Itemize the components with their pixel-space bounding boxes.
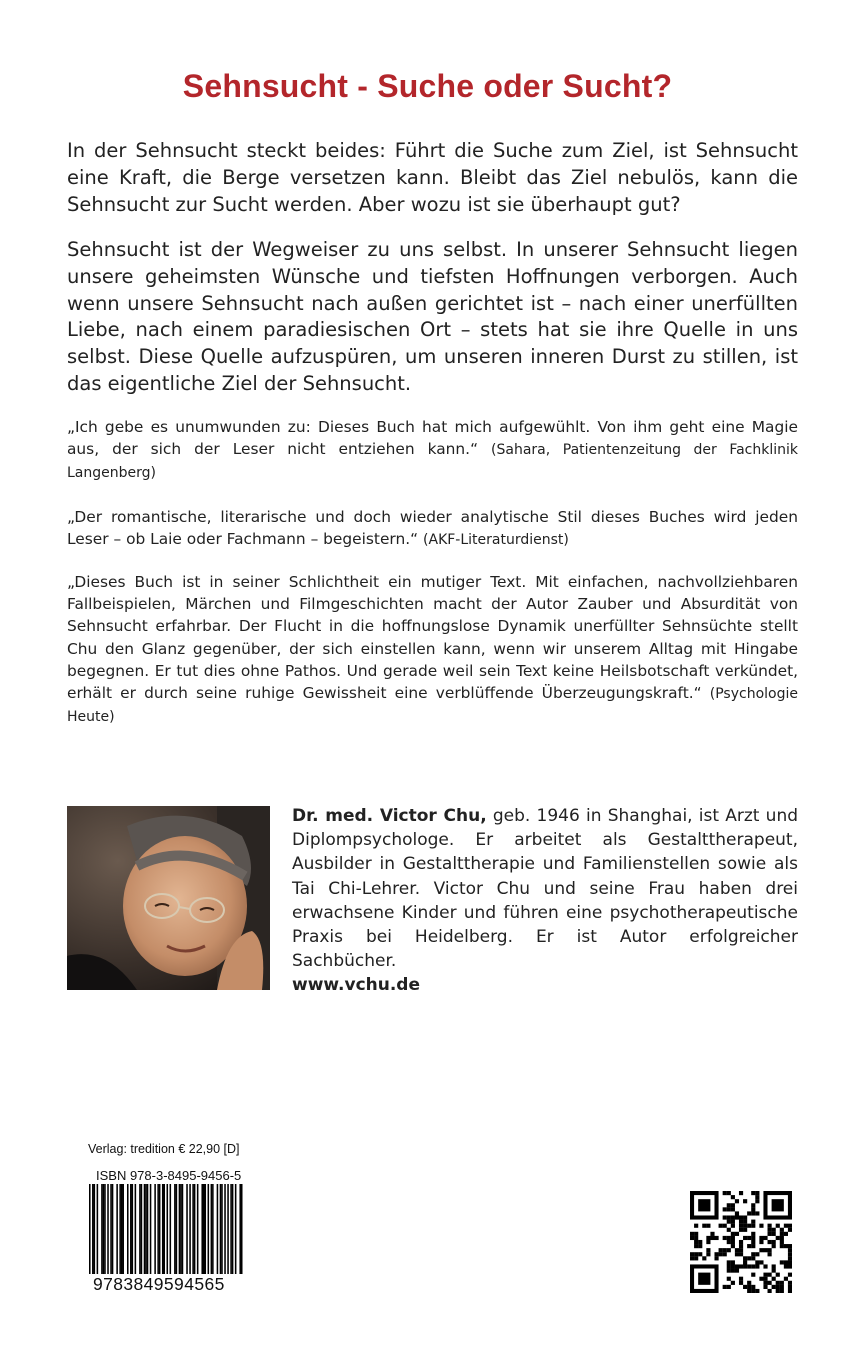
qr-finder bbox=[698, 1273, 710, 1285]
barcode-bar bbox=[101, 1184, 103, 1274]
qr-module bbox=[759, 1260, 763, 1264]
qr-module bbox=[731, 1203, 735, 1207]
qr-module bbox=[735, 1248, 739, 1252]
qr-module bbox=[735, 1252, 739, 1256]
qr-module bbox=[763, 1264, 767, 1268]
qr-module bbox=[772, 1264, 776, 1268]
qr-module bbox=[759, 1277, 763, 1281]
barcode-bar bbox=[145, 1184, 147, 1274]
qr-module bbox=[755, 1211, 759, 1215]
qr-module bbox=[751, 1289, 755, 1293]
intro-paragraph-1: In der Sehnsucht steckt beides: Führt die Suche zum Ziel, ist Sehnsucht eine Kraft, die Berge versetzen kann. Bleibt das Ziel nebulös, kann die Sehnsucht zur Sucht werden. Aber wozu ist sie überhaupt gut? bbox=[67, 139, 798, 216]
qr-module bbox=[727, 1220, 731, 1224]
qr-module bbox=[759, 1248, 763, 1252]
review-source: (AKF-Literaturdienst) bbox=[423, 532, 569, 549]
qr-module bbox=[784, 1260, 788, 1264]
qr-module bbox=[727, 1277, 731, 1281]
qr-module bbox=[759, 1236, 763, 1240]
qr-module bbox=[706, 1224, 710, 1228]
barcode-bar bbox=[232, 1184, 234, 1274]
qr-module bbox=[743, 1264, 747, 1268]
qr-module bbox=[727, 1215, 731, 1219]
qr-module bbox=[727, 1191, 731, 1195]
qr-module bbox=[788, 1244, 792, 1248]
barcode-bar bbox=[239, 1184, 241, 1274]
barcode-bar bbox=[116, 1184, 118, 1274]
barcode-bar bbox=[176, 1184, 178, 1274]
isbn-label: ISBN 978-3-8495-9456-5 bbox=[96, 1168, 242, 1183]
qr-module bbox=[763, 1248, 767, 1252]
qr-module bbox=[727, 1248, 731, 1252]
qr-module bbox=[772, 1232, 776, 1236]
qr-module bbox=[710, 1236, 714, 1240]
qr-module bbox=[694, 1224, 698, 1228]
qr-module bbox=[776, 1281, 780, 1285]
qr-module bbox=[694, 1236, 698, 1240]
qr-module bbox=[735, 1264, 739, 1268]
barcode-bar bbox=[130, 1184, 132, 1274]
qr-finder bbox=[772, 1199, 784, 1211]
barcode-bar bbox=[208, 1184, 210, 1274]
barcode-bar bbox=[119, 1184, 121, 1274]
qr-module bbox=[755, 1191, 759, 1195]
author-bio bbox=[292, 804, 798, 998]
barcode-bar bbox=[235, 1184, 237, 1274]
barcode-bar bbox=[127, 1184, 129, 1274]
qr-module bbox=[747, 1289, 751, 1293]
qr-module bbox=[751, 1191, 755, 1195]
qr-module bbox=[723, 1224, 727, 1228]
author-website-link[interactable]: www.vchu.de bbox=[292, 975, 421, 996]
qr-module bbox=[743, 1236, 747, 1240]
qr-module bbox=[768, 1281, 772, 1285]
qr-module bbox=[763, 1273, 767, 1277]
qr-module bbox=[698, 1244, 702, 1248]
review-quote-2 bbox=[67, 506, 798, 551]
qr-module bbox=[723, 1236, 727, 1240]
barcode-bar bbox=[163, 1184, 165, 1274]
qr-module bbox=[759, 1240, 763, 1244]
qr-module bbox=[714, 1252, 718, 1256]
qr-module bbox=[788, 1228, 792, 1232]
review-quote-3 bbox=[67, 571, 798, 728]
qr-module bbox=[723, 1285, 727, 1289]
barcode-bar bbox=[179, 1184, 181, 1274]
qr-module bbox=[706, 1240, 710, 1244]
qr-module bbox=[772, 1244, 776, 1248]
barcode-bar bbox=[221, 1184, 223, 1274]
barcode-bar bbox=[110, 1184, 112, 1274]
qr-module bbox=[731, 1236, 735, 1240]
qr-module bbox=[739, 1252, 743, 1256]
qr-module bbox=[743, 1199, 747, 1203]
qr-module bbox=[735, 1215, 739, 1219]
review-text: „Ich gebe es unumwunden zu: Dieses Buch hat mich aufgewühlt. Von ihm geht eine Magie aus, der sich der Leser nicht entziehen kann.“ bbox=[67, 418, 798, 459]
qr-module bbox=[751, 1203, 755, 1207]
barcode-bar bbox=[227, 1184, 229, 1274]
qr-module bbox=[714, 1236, 718, 1240]
qr-module bbox=[731, 1195, 735, 1199]
qr-module bbox=[780, 1232, 784, 1236]
qr-module bbox=[690, 1236, 694, 1240]
qr-module bbox=[755, 1264, 759, 1268]
qr-module bbox=[780, 1285, 784, 1289]
qr-module bbox=[719, 1224, 723, 1228]
qr-module bbox=[751, 1244, 755, 1248]
qr-module bbox=[751, 1207, 755, 1211]
qr-module bbox=[727, 1228, 731, 1232]
barcode-bar bbox=[103, 1184, 105, 1274]
barcode-bar bbox=[203, 1184, 205, 1274]
qr-module bbox=[731, 1232, 735, 1236]
author-name: Dr. med. Victor Chu, bbox=[292, 806, 487, 826]
barcode-bar bbox=[204, 1184, 206, 1274]
qr-module bbox=[727, 1240, 731, 1244]
qr-module bbox=[747, 1224, 751, 1228]
qr-module bbox=[727, 1236, 731, 1240]
qr-module bbox=[739, 1191, 743, 1195]
qr-module bbox=[694, 1252, 698, 1256]
qr-module bbox=[763, 1277, 767, 1281]
barcode-bar bbox=[186, 1184, 188, 1274]
qr-module bbox=[743, 1228, 747, 1232]
qr-module bbox=[763, 1236, 767, 1240]
qr-module bbox=[751, 1211, 755, 1215]
qr-module bbox=[719, 1252, 723, 1256]
barcode-bar bbox=[170, 1184, 172, 1274]
qr-module bbox=[731, 1207, 735, 1211]
qr-module bbox=[788, 1224, 792, 1228]
barcode-bar bbox=[212, 1184, 214, 1274]
barcode-bar bbox=[162, 1184, 164, 1274]
review-text: „Der romantische, literarische und doch wieder analytische Stil dieses Buches wird jeden Leser – ob Laie oder Fachmann – begeistern.“ bbox=[67, 508, 798, 549]
qr-module bbox=[751, 1220, 755, 1224]
qr-module bbox=[714, 1256, 718, 1260]
qr-module bbox=[788, 1281, 792, 1285]
qr-module bbox=[751, 1256, 755, 1260]
qr-module bbox=[723, 1215, 727, 1219]
qr-module bbox=[751, 1273, 755, 1277]
qr-module bbox=[731, 1240, 735, 1244]
qr-module bbox=[788, 1256, 792, 1260]
qr-module bbox=[743, 1220, 747, 1224]
qr-module bbox=[776, 1273, 780, 1277]
qr-module bbox=[788, 1248, 792, 1252]
qr-module bbox=[780, 1281, 784, 1285]
qr-module bbox=[731, 1264, 735, 1268]
qr-module bbox=[768, 1232, 772, 1236]
qr-module bbox=[739, 1240, 743, 1244]
qr-module bbox=[755, 1289, 759, 1293]
qr-module bbox=[751, 1232, 755, 1236]
intro-paragraph-2: Sehnsucht ist der Wegweiser zu uns selbst. In unserer Sehnsucht liegen unsere geheimsten Wünsche und tiefsten Hoffnungen verborgen. Auch wenn unsere Sehnsucht nach außen gerichtet ist – nach einer unerfüllten Liebe, nach einem paradiesischen Ort – stets hat sie ihre Quelle in uns selbst. Diese Quelle aufzuspüren, um unseren inneren Durst zu stillen, ist das eigentliche Ziel der Sehnsucht. bbox=[67, 238, 798, 395]
qr-module bbox=[690, 1232, 694, 1236]
qr-module bbox=[739, 1281, 743, 1285]
barcode-bar bbox=[159, 1184, 161, 1274]
qr-module bbox=[739, 1248, 743, 1252]
qr-module bbox=[727, 1260, 731, 1264]
barcode-bar bbox=[144, 1184, 146, 1274]
barcode-bar bbox=[217, 1184, 219, 1274]
qr-module bbox=[739, 1220, 743, 1224]
qr-module bbox=[768, 1240, 772, 1244]
barcode-bar bbox=[94, 1184, 96, 1274]
barcode-bar bbox=[122, 1184, 124, 1274]
qr-module bbox=[694, 1256, 698, 1260]
qr-module bbox=[731, 1224, 735, 1228]
qr-module bbox=[690, 1256, 694, 1260]
qr-module bbox=[772, 1228, 776, 1232]
qr-module bbox=[747, 1236, 751, 1240]
qr-module bbox=[743, 1224, 747, 1228]
qr-module bbox=[735, 1199, 739, 1203]
publisher-price-line: Verlag: tredition € 22,90 [D] bbox=[88, 1142, 240, 1156]
qr-module bbox=[747, 1281, 751, 1285]
qr-module bbox=[751, 1252, 755, 1256]
barcode-bar bbox=[182, 1184, 184, 1274]
qr-module bbox=[706, 1252, 710, 1256]
qr-module bbox=[772, 1269, 776, 1273]
barcode-bar bbox=[92, 1184, 94, 1274]
qr-module bbox=[780, 1228, 784, 1232]
barcode-bar bbox=[132, 1184, 134, 1274]
book-title: Sehnsucht - Suche oder Sucht? bbox=[182, 68, 673, 104]
qr-module bbox=[747, 1244, 751, 1248]
barcode-bar bbox=[224, 1184, 226, 1274]
qr-module bbox=[735, 1232, 739, 1236]
barcode-bar bbox=[220, 1184, 222, 1274]
qr-module bbox=[780, 1260, 784, 1264]
qr-module bbox=[723, 1252, 727, 1256]
qr-module bbox=[743, 1260, 747, 1264]
qr-module bbox=[784, 1232, 788, 1236]
review-source: (Sahara, Patientenzeitung der Fachklinik Langenberg) bbox=[67, 442, 798, 482]
qr-module bbox=[747, 1285, 751, 1289]
qr-module bbox=[735, 1211, 739, 1215]
barcode-bar bbox=[201, 1184, 203, 1274]
qr-module bbox=[706, 1236, 710, 1240]
qr-module bbox=[719, 1248, 723, 1252]
qr-module bbox=[727, 1269, 731, 1273]
qr-module bbox=[727, 1264, 731, 1268]
qr-module bbox=[768, 1252, 772, 1256]
qr-module bbox=[739, 1215, 743, 1219]
qr-module bbox=[763, 1285, 767, 1289]
qr-module bbox=[784, 1224, 788, 1228]
qr-module bbox=[743, 1285, 747, 1289]
qr-module bbox=[698, 1252, 702, 1256]
barcode-bar bbox=[174, 1184, 176, 1274]
qr-module bbox=[788, 1289, 792, 1293]
qr-module bbox=[780, 1244, 784, 1248]
barcode-bar bbox=[104, 1184, 106, 1274]
barcode-bar bbox=[157, 1184, 159, 1274]
barcode-bar bbox=[167, 1184, 169, 1274]
author-bio-text: geb. 1946 in Shanghai, ist Arzt und Diplompsychologe. Er arbeitet als Gestalttherapeut, Ausbilder in Gestalttherapie und Familienstellen sowie als Tai Chi-Lehrer. Victor Chu und seine Frau haben drei erwachsene Kinder und führen eine psychotherapeutische Praxis bei Heidelberg. Er ist Autor erfolgreicher Sachbücher. bbox=[292, 806, 799, 972]
barcode-bar bbox=[197, 1184, 199, 1274]
barcode-bar bbox=[97, 1184, 99, 1274]
qr-module bbox=[731, 1244, 735, 1248]
qr-module bbox=[788, 1260, 792, 1264]
barcode-bar bbox=[147, 1184, 149, 1274]
qr-module bbox=[723, 1207, 727, 1211]
qr-module bbox=[768, 1224, 772, 1228]
qr-module bbox=[731, 1269, 735, 1273]
qr-module bbox=[780, 1240, 784, 1244]
qr-module bbox=[788, 1285, 792, 1289]
qr-module bbox=[735, 1269, 739, 1273]
qr-module bbox=[776, 1224, 780, 1228]
qr-module bbox=[751, 1224, 755, 1228]
barcode-bar bbox=[89, 1184, 91, 1274]
qr-module bbox=[702, 1224, 706, 1228]
barcode-bar bbox=[107, 1184, 109, 1274]
barcode-bar bbox=[141, 1184, 143, 1274]
qr-module bbox=[739, 1244, 743, 1248]
qr-module bbox=[776, 1285, 780, 1289]
qr-module bbox=[784, 1277, 788, 1281]
barcode-bar bbox=[135, 1184, 137, 1274]
qr-module bbox=[731, 1281, 735, 1285]
qr-module bbox=[768, 1248, 772, 1252]
qr-module bbox=[739, 1224, 743, 1228]
qr-module bbox=[731, 1260, 735, 1264]
qr-code-icon bbox=[690, 1191, 792, 1293]
qr-module bbox=[768, 1289, 772, 1293]
barcode-bar bbox=[194, 1184, 196, 1274]
barcode-bar bbox=[192, 1184, 194, 1274]
qr-module bbox=[706, 1248, 710, 1252]
qr-module bbox=[772, 1240, 776, 1244]
qr-module bbox=[755, 1260, 759, 1264]
author-photo bbox=[67, 806, 270, 990]
qr-module bbox=[788, 1264, 792, 1268]
review-text: „Dieses Buch ist in seiner Schlichtheit ein mutiger Text. Mit einfachen, nachvollziehbaren Fallbeispielen, Märchen und Filmgeschichten macht der Autor Zauber und Absurdität von Sehnsucht erfahrbar. Der Flucht in die hoffnungslose Dynamik unerfüllter Sehnsüchte stellt Chu den Glanz gegenüber, der sich einstellen kann, wenn wir unserem Alltag mit Hingabe begegnen. Er tut dies ohne Pathos. Und gerade weil sein Text keine Heilsbotschaft verkündet, erhält er durch seine ruhige Gewissheit eine verblüffende Überzeugungskraft.“ bbox=[67, 573, 798, 703]
qr-module bbox=[780, 1289, 784, 1293]
qr-module bbox=[743, 1256, 747, 1260]
qr-finder bbox=[698, 1199, 710, 1211]
qr-module bbox=[739, 1228, 743, 1232]
qr-module bbox=[731, 1220, 735, 1224]
barcode-bar bbox=[139, 1184, 141, 1274]
barcode bbox=[89, 1184, 244, 1274]
barcode-bar bbox=[189, 1184, 191, 1274]
qr-module bbox=[739, 1264, 743, 1268]
qr-module bbox=[755, 1195, 759, 1199]
qr-module bbox=[694, 1244, 698, 1248]
qr-module bbox=[759, 1224, 763, 1228]
barcode-bar bbox=[112, 1184, 114, 1274]
qr-module bbox=[772, 1285, 776, 1289]
qr-module bbox=[788, 1252, 792, 1256]
review-quote-1 bbox=[67, 416, 798, 485]
qr-module bbox=[768, 1273, 772, 1277]
qr-module bbox=[768, 1228, 772, 1232]
ean-number: 9783849594565 bbox=[93, 1274, 225, 1294]
qr-module bbox=[751, 1240, 755, 1244]
qr-module bbox=[747, 1256, 751, 1260]
qr-module bbox=[698, 1240, 702, 1244]
qr-module bbox=[751, 1264, 755, 1268]
qr-module bbox=[702, 1256, 706, 1260]
qr-module bbox=[743, 1215, 747, 1219]
qr-module bbox=[780, 1236, 784, 1240]
barcode-bar bbox=[150, 1184, 152, 1274]
qr-module bbox=[763, 1281, 767, 1285]
qr-module bbox=[755, 1252, 759, 1256]
qr-module bbox=[747, 1264, 751, 1268]
qr-module bbox=[739, 1277, 743, 1281]
qr-module bbox=[694, 1232, 698, 1236]
barcode-bar bbox=[180, 1184, 182, 1274]
barcode-bar bbox=[230, 1184, 232, 1274]
qr-module bbox=[751, 1285, 755, 1289]
barcode-bar bbox=[241, 1184, 243, 1274]
qr-module bbox=[747, 1211, 751, 1215]
review-source: (Psychologie Heute) bbox=[67, 686, 798, 726]
qr-module bbox=[784, 1244, 788, 1248]
qr-module bbox=[776, 1236, 780, 1240]
qr-module bbox=[784, 1264, 788, 1268]
qr-module bbox=[723, 1248, 727, 1252]
qr-module bbox=[751, 1236, 755, 1240]
barcode-bar bbox=[121, 1184, 123, 1274]
qr-module bbox=[776, 1289, 780, 1293]
qr-module bbox=[727, 1203, 731, 1207]
qr-module bbox=[727, 1285, 731, 1289]
qr-module bbox=[772, 1277, 776, 1281]
qr-module bbox=[690, 1252, 694, 1256]
barcode-bar bbox=[211, 1184, 213, 1274]
qr-module bbox=[694, 1240, 698, 1244]
qr-module bbox=[710, 1232, 714, 1236]
qr-module bbox=[731, 1215, 735, 1219]
barcode-bar bbox=[154, 1184, 156, 1274]
qr-module bbox=[727, 1207, 731, 1211]
qr-module bbox=[755, 1199, 759, 1203]
qr-module bbox=[723, 1191, 727, 1195]
qr-module bbox=[788, 1273, 792, 1277]
